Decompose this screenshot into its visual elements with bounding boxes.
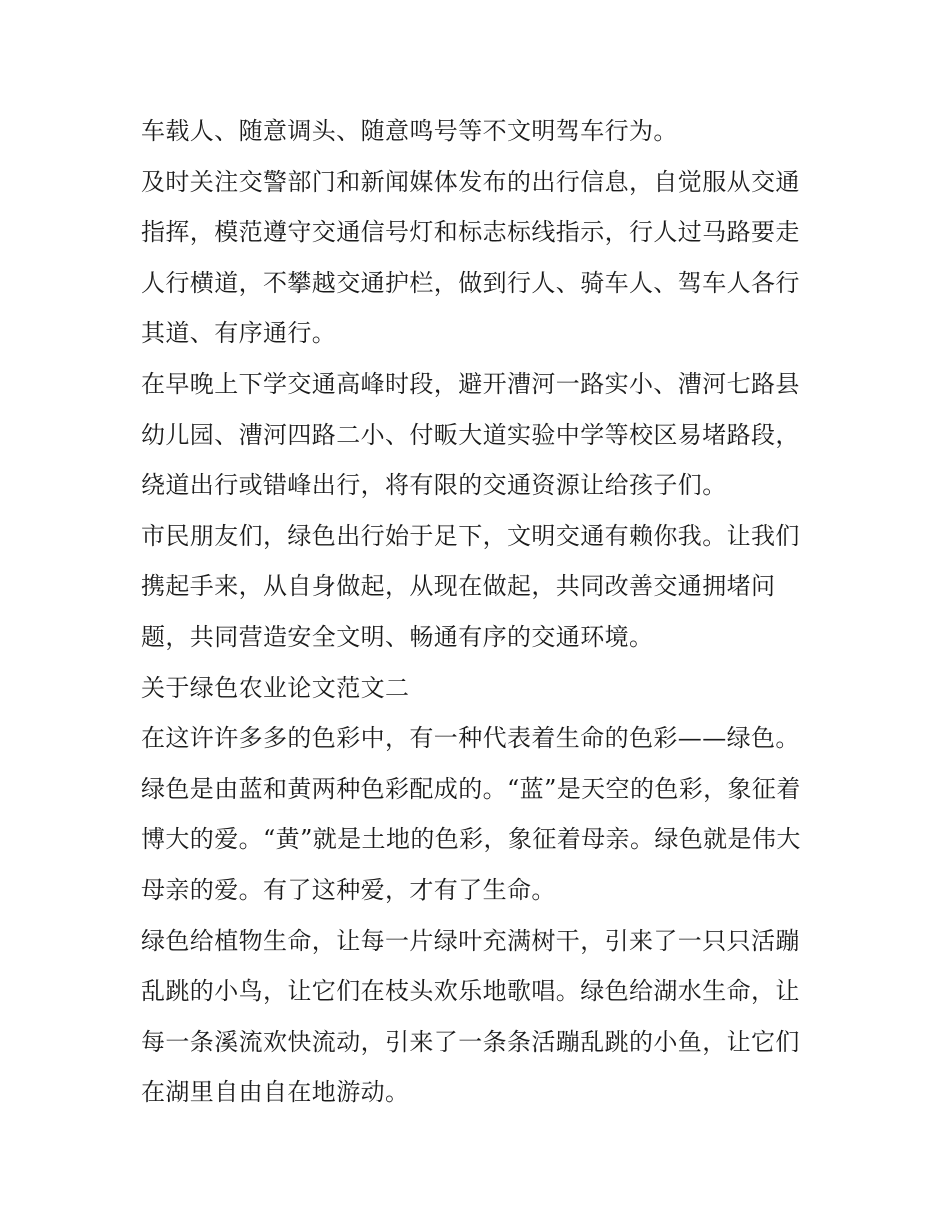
- text-line: 车载人、随意调头、随意鸣号等不文明驾车行为。: [141, 117, 678, 145]
- text-line: 人行横道，不攀越交通护栏，做到行人、骑车人、驾车人各行: [141, 268, 800, 297]
- text-line: 幼儿园、漕河四路二小、付畈大道实验中学等校区易堵路段，: [141, 420, 800, 449]
- text-line: 每一条溪流欢快流动，引来了一条条活蹦乱跳的小鱼，让它们: [141, 1027, 800, 1056]
- text-line: 博大的爱。“黄”就是土地的色彩，象征着母亲。绿色就是伟大: [141, 825, 801, 854]
- text-line: 在早晚上下学交通高峰时段，避开漕河一路实小、漕河七路县: [141, 369, 800, 398]
- document-body: [141, 106, 821, 1118]
- text-line: 绿色是由蓝和黄两种色彩配成的。“蓝”是天空的色彩，象征着: [141, 774, 801, 803]
- text-line: 绿色给植物生命，让每一片绿叶充满树干，引来了一只只活蹦: [141, 926, 800, 955]
- text-line: 乱跳的小鸟，让它们在枝头欢乐地歌唱。绿色给湖水生命，让: [141, 977, 800, 1006]
- text-line: 及时关注交警部门和新闻媒体发布的出行信息，自觉服从交通: [141, 167, 800, 196]
- text-line: 在湖里自由自在地游动。: [141, 1078, 410, 1107]
- text-line: 母亲的爱。有了这种爱，才有了生命。: [141, 875, 556, 904]
- section-heading: 关于绿色农业论文范文二: [141, 673, 410, 702]
- text-line: 其道、有序通行。: [141, 319, 337, 348]
- text-line: 在这许许多多的色彩中，有一种代表着生命的色彩——绿色。: [141, 724, 800, 753]
- text-line: 绕道出行或错峰出行，将有限的交通资源让给孩子们。: [141, 471, 727, 500]
- text-line: 市民朋友们，绿色出行始于足下，文明交通有赖你我。让我们: [141, 521, 800, 550]
- text-line: 指挥，模范遵守交通信号灯和标志标线指示，行人过马路要走: [141, 218, 800, 247]
- text-line: 携起手来，从自身做起，从现在做起，共同改善交通拥堵问: [141, 572, 776, 601]
- text-line: 题，共同营造安全文明、畅通有序的交通环境。: [141, 622, 654, 651]
